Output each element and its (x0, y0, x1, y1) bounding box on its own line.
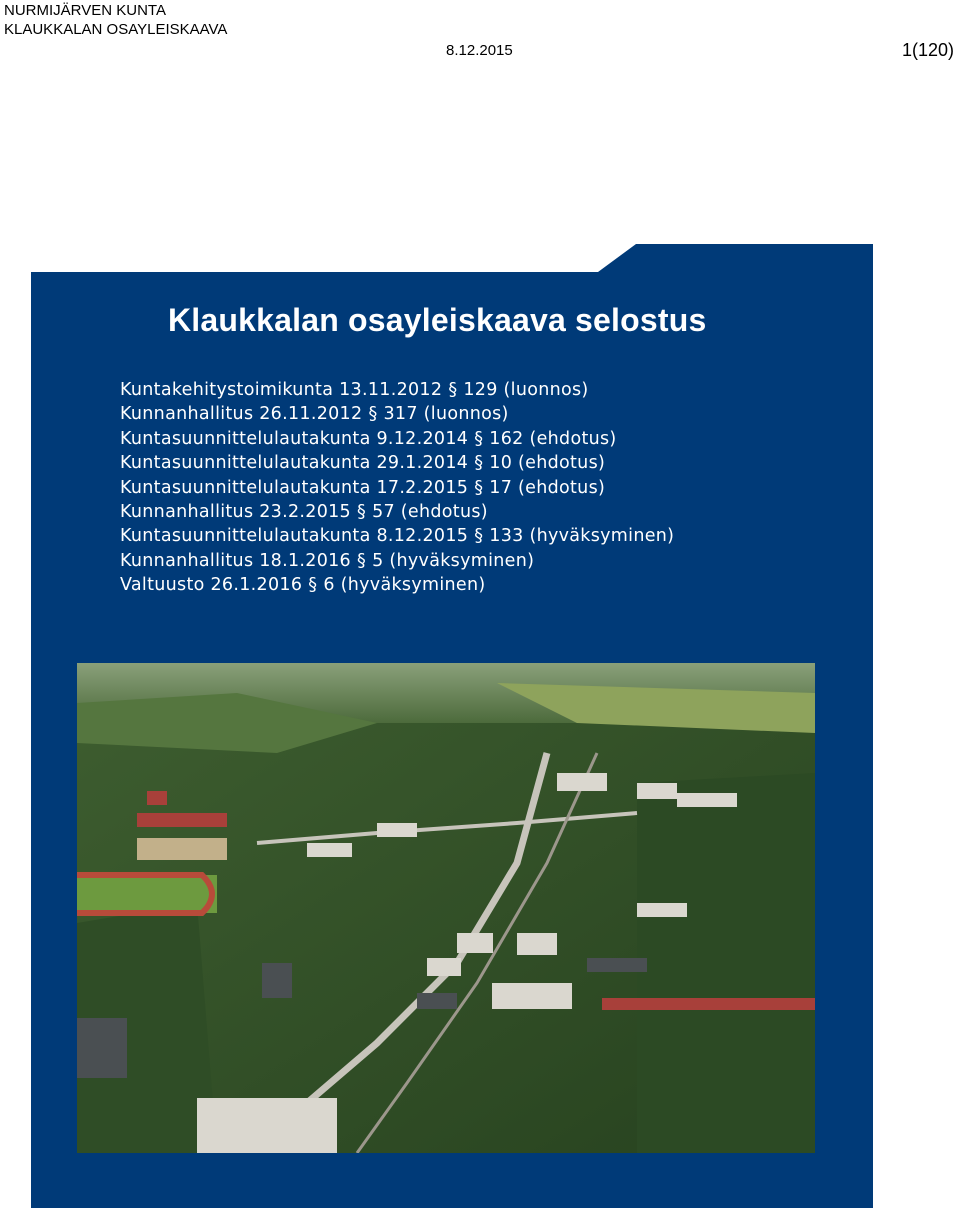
decision-body: Kunnanhallitus 18.1.2016 (120, 550, 351, 571)
section-symbol: § (474, 477, 484, 498)
document-title: Klaukkalan osayleiskaava selostus (168, 302, 707, 338)
decision-detail: 133 (hyväksyminen) (489, 526, 675, 547)
aerial-photo (77, 663, 815, 1153)
page-number: 1(120) (902, 40, 955, 60)
section-symbol: § (448, 380, 458, 400)
decision-body: Kuntasuunnittelulautakunta 9.12.2014 (120, 428, 469, 449)
decision-detail: 317 (luonnos) (383, 404, 509, 425)
section-symbol: § (357, 550, 367, 571)
decision-history-item (120, 524, 674, 548)
decision-detail: 10 (ehdotus) (489, 453, 606, 474)
section-symbol: § (474, 453, 484, 474)
photo-sports-field (77, 875, 217, 913)
photo-grass-field (137, 838, 227, 860)
decision-body: Kunnanhallitus 23.2.2015 (120, 502, 351, 523)
decision-history-item (120, 427, 674, 451)
document-date: 8.12.2015 (446, 42, 513, 59)
decision-history-item (120, 378, 674, 402)
decision-body: Kuntakehitystoimikunta 13.11.2012 (120, 380, 443, 400)
decision-history-item (120, 451, 674, 475)
section-symbol: § (474, 526, 484, 547)
section-symbol: § (308, 575, 318, 596)
decision-history-list (120, 378, 674, 598)
decision-body: Kuntasuunnittelulautakunta 8.12.2015 (120, 526, 469, 547)
decision-detail: 5 (hyväksyminen) (372, 550, 535, 571)
decision-detail: 6 (hyväksyminen) (323, 575, 486, 596)
decision-history-item (120, 573, 674, 597)
section-symbol: § (368, 404, 378, 425)
decision-detail: 129 (luonnos) (463, 380, 589, 400)
department-name: KLAUKKALAN OSAYLEISKAAVA (4, 21, 228, 38)
decision-body: Valtuusto 26.1.2016 (120, 575, 303, 596)
decision-history-item (120, 549, 674, 573)
decision-body: Kuntasuunnittelulautakunta 17.2.2015 (120, 477, 469, 498)
section-symbol: § (474, 428, 484, 449)
decision-detail: 17 (ehdotus) (489, 477, 606, 498)
photo-forest-right (637, 773, 815, 1153)
decision-body: Kuntasuunnittelulautakunta 29.1.2014 (120, 453, 469, 474)
decision-history-item (120, 402, 674, 426)
decision-history-item (120, 476, 674, 500)
organization-name: NURMIJÄRVEN KUNTA (4, 2, 166, 19)
decision-detail: 162 (ehdotus) (489, 428, 617, 449)
decision-body: Kunnanhallitus 26.11.2012 (120, 404, 363, 425)
decision-history-item (120, 500, 674, 524)
section-symbol: § (357, 502, 367, 523)
decision-detail: 57 (ehdotus) (372, 502, 488, 523)
